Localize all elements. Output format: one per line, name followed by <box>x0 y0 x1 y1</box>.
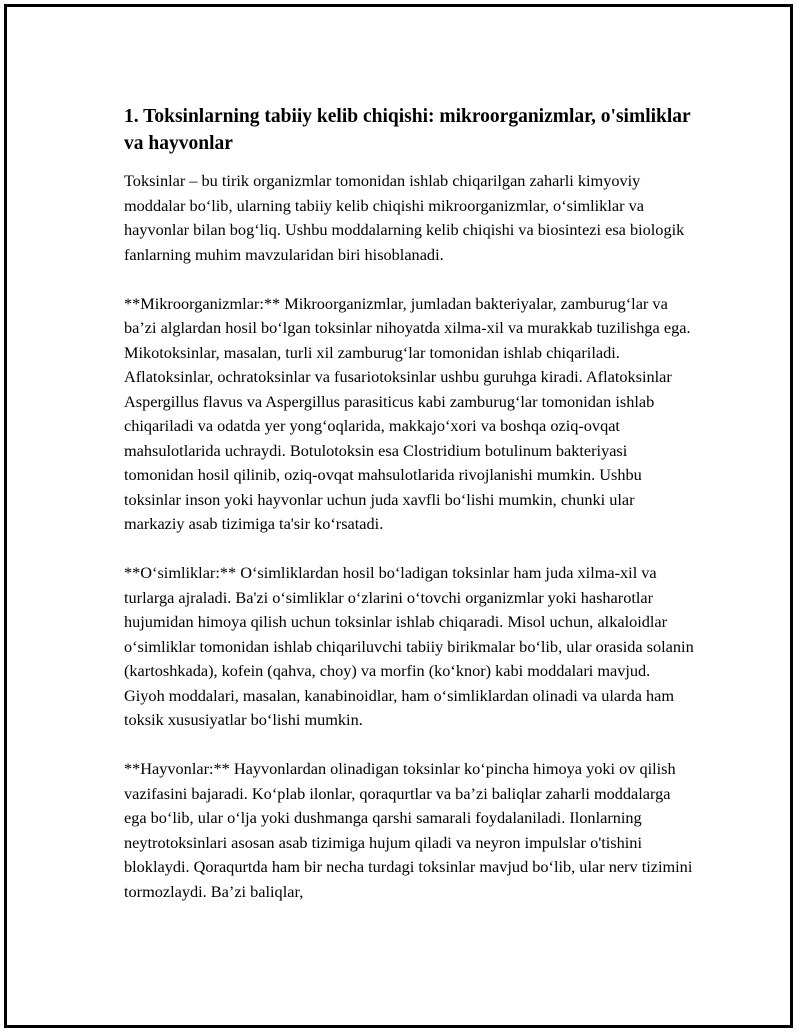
document-body <box>124 103 694 929</box>
intro-paragraph: Toksinlar – bu tirik organizmlar tomonidan ishlab chiqarilgan zaharli kimyoviy moddalar bo‘lib, ularning tabiiy kelib chiqishi mikroorganizmlar, o‘simliklar va hayvonlar bilan bog‘liq. Ushbu moddalarning kelib chiqishi va biosintezi esa biologik fanlarning muhim mavzularidan biri hisoblanadi. <box>124 171 685 264</box>
document-page <box>4 4 793 1028</box>
animals-paragraph: **Hayvonlar:** Hayvonlardan olinadigan toksinlar ko‘pincha himoya yoki ov qilish vazifasini bajaradi. Ko‘plab ilonlar, qoraqurtlar va ba’zi baliqlar zaharli moddalarga ega bo‘lib, ular o‘lja yoki dushmanga qarshi samarali foydalaniladi. Ilonlarning neytrotoksinlari asosan asab tizimiga hujum qiladi va neyron impulslar o'tishini bloklaydi. Qoraqurtda ham bir necha turdagi toksinlar mavjud bo‘lib, ular nerv tizimini tormozlaydi. Ba’zi baliqlar, <box>124 759 693 901</box>
microorganisms-paragraph: **Mikroorganizmlar:** Mikroorganizmlar, jumladan bakteriyalar, zamburug‘lar va ba’zi alglardan hosil bo‘lgan toksinlar nihoyatda xilma-xil va murakkab tuzilishga ega. Mikotoksinlar, masalan, turli xil zamburug‘lar tomonidan ishlab chiqariladi. Aflatoksinlar, ochratoksinlar va fusariotoksinlar ushbu guruhga kiradi. Aflatoksinlar Aspergillus flavus va Aspergillus parasiticus kabi zamburug‘lar tomonidan ishlab chiqariladi va odatda yer yong‘oqlarida, makkajo‘xori va boshqa oziq-ovqat mahsulotlarida uchraydi. Botulotoksin esa Clostridium botulinum bakteriyasi tomonidan hosil qilinib, oziq-ovqat mahsulotlarida rivojlanishi mumkin. Ushbu toksinlar inson yoki hayvonlar uchun juda xavfli bo‘lishi mumkin, chunki ular markaziy asab tizimiga ta'sir ko‘rsatadi. <box>124 293 691 533</box>
section-title: 1. Toksinlarning tabiiy kelib chiqishi: mikroorganizmlar, o'simliklar va hayvonlar <box>124 106 691 154</box>
plants-paragraph: **O‘simliklar:** O‘simliklardan hosil bo‘ladigan toksinlar ham juda xilma-xil va turlarga ajraladi. Ba'zi o‘simliklar o‘zlarini o‘tovchi organizmlar yoki hasharotlar hujumidan himoya qilish uchun toksinlar ishlab chiqaradi. Misol uchun, alkaloidlar o‘simliklar tomonidan ishlab chiqariluvchi tabiiy birikmalar bo‘lib, ular orasida solanin (kartoshkada), kofein (qahva, choy) va morfin (ko‘knor) kabi moddalari mavjud. Giyoh moddalari, masalan, kanabinoidlar, ham o‘simliklardan olinadi va ularda ham toksik xususiyatlar bo‘lishi mumkin. <box>124 563 694 729</box>
